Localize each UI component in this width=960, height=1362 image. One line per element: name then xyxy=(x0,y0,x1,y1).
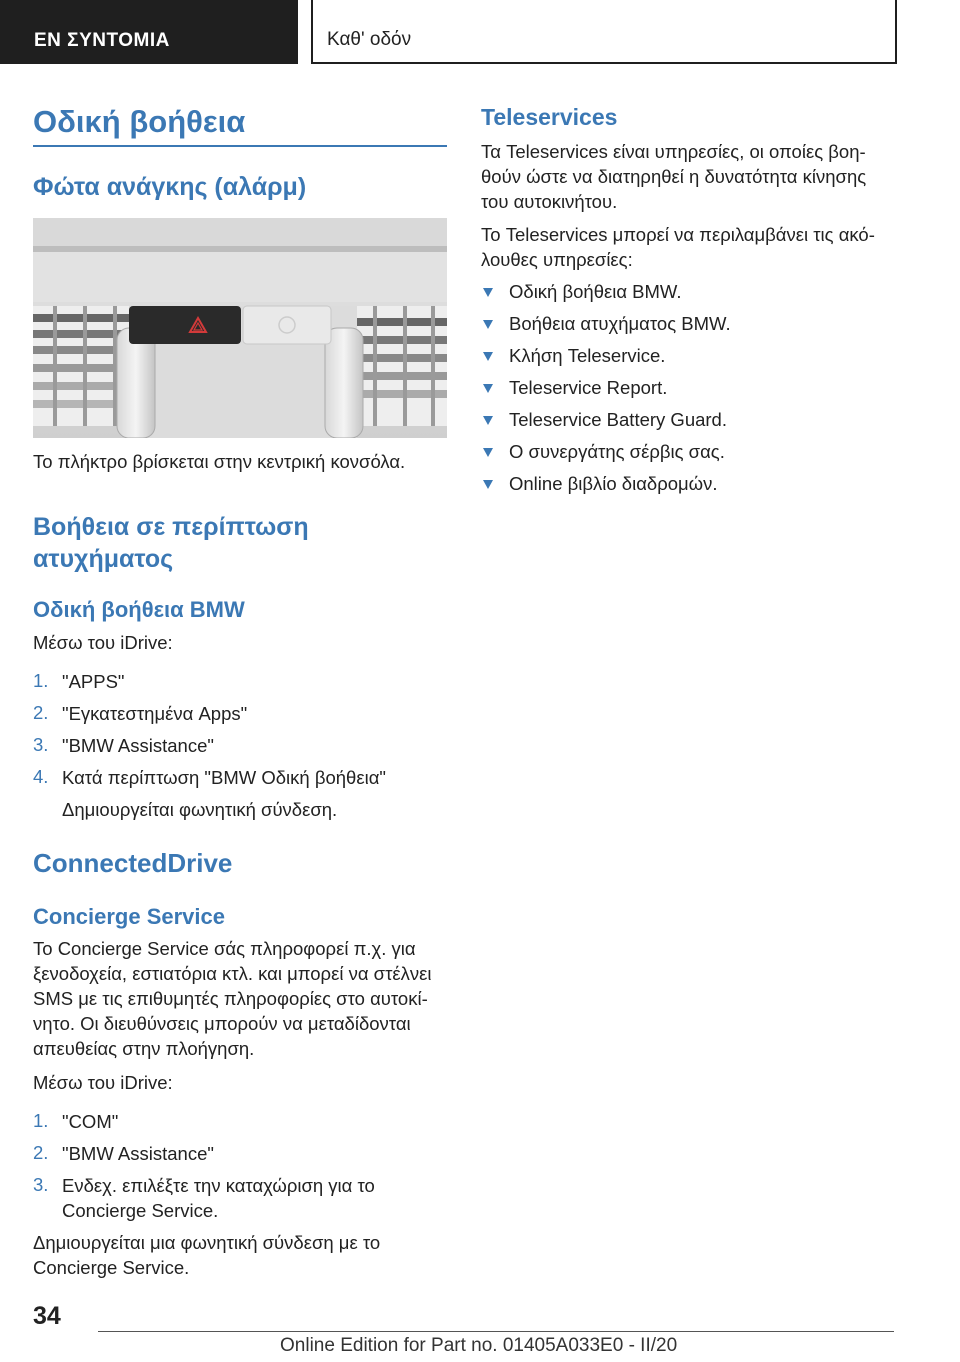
step-text: Κατά περίπτωση "BMW Οδική βοήθεια" xyxy=(62,767,386,788)
service-bullet: Κλήση Teleservice. xyxy=(509,345,666,366)
bullet-triangle-icon xyxy=(483,448,493,457)
step-number: 2. xyxy=(33,1142,49,1163)
bullet-triangle-icon xyxy=(483,416,493,425)
concierge-desc-line: SMS με τις επιθυμητές πληροφορίες στο αυτοκί- xyxy=(33,988,428,1009)
accident-heading-line1: Βοήθεια σε περίπτωση xyxy=(33,513,309,541)
concierge-desc-line: ξενοδοχεία, εστιατόρια κτλ. και μπορεί να στέλνει xyxy=(33,963,432,984)
concierge-result-line: Δημιουργείται μια φωνητική σύνδεση με το xyxy=(33,1232,381,1253)
section-label: ΕΝ ΣΥΝΤΟΜΙΑ xyxy=(34,30,170,51)
service-bullet: Teleservice Report. xyxy=(509,377,668,398)
service-bullet: Online βιβλίο διαδρομών. xyxy=(509,473,718,494)
concierge-desc-line: νητο. Οι διευθύνσεις μπορούν να μεταδίδονται xyxy=(33,1013,411,1034)
concierge-desc-line: απευθείας στην πλοήγηση. xyxy=(33,1038,255,1059)
step-text: "BMW Assistance" xyxy=(62,1143,214,1164)
teleservices-intro-line: του αυτοκινήτου. xyxy=(481,191,618,212)
teleservices-includes-line: Το Teleservices μπορεί να περιλαμβάνει τις ακό- xyxy=(481,224,875,245)
concierge-subheading: Concierge Service xyxy=(33,904,225,929)
step-text: Ενδεχ. επιλέξτε την καταχώριση για το xyxy=(62,1175,375,1196)
concierge-result-line: Concierge Service. xyxy=(33,1257,190,1278)
concierge-via: Μέσω του iDrive: xyxy=(33,1072,173,1093)
right-vent xyxy=(353,306,447,426)
page-number: 34 xyxy=(33,1302,61,1330)
connected-heading: ConnectedDrive xyxy=(33,848,233,878)
accident-via: Μέσω του iDrive: xyxy=(33,632,173,653)
step-text: "COM" xyxy=(62,1111,119,1132)
bullet-triangle-icon xyxy=(483,320,493,329)
chapter-tab xyxy=(311,0,897,64)
step-number: 3. xyxy=(33,734,49,755)
console-photo xyxy=(33,218,447,438)
roadside-subheading: Οδική βοήθεια BMW xyxy=(33,597,245,622)
step-number: 1. xyxy=(33,670,49,691)
accident-heading-line2: ατυχήματος xyxy=(33,545,174,573)
step-number: 1. xyxy=(33,1110,49,1131)
teleservices-includes-line: λουθες υπηρεσίες: xyxy=(481,249,633,270)
hazard-heading: Φώτα ανάγκης (αλάρμ) xyxy=(33,173,307,201)
bullet-triangle-icon xyxy=(483,384,493,393)
service-bullet: Οδική βοήθεια BMW. xyxy=(509,281,682,302)
title-rule xyxy=(33,145,447,147)
bullet-triangle-icon xyxy=(483,480,493,489)
service-bullet: Βοήθεια ατυχήματος BMW. xyxy=(509,313,731,334)
accident-result: Δημιουργείται φωνητική σύνδεση. xyxy=(62,799,338,820)
bullet-triangle-icon xyxy=(483,288,493,297)
step-text: "APPS" xyxy=(62,671,125,692)
hazard-caption: Το πλήκτρο βρίσκεται στην κεντρική κονσόλα. xyxy=(33,451,406,472)
service-bullet: Teleservice Battery Guard. xyxy=(509,409,727,430)
service-bullet: Ο συνεργάτης σέρβις σας. xyxy=(509,441,725,462)
step-text: "BMW Assistance" xyxy=(62,735,214,756)
page-title: Οδική βοήθεια xyxy=(33,104,246,139)
step-text-cont: Concierge Service. xyxy=(62,1200,219,1221)
section-tab xyxy=(0,0,298,64)
step-text: "Εγκατεστημένα Apps" xyxy=(62,703,248,724)
teleservices-heading: Teleservices xyxy=(481,104,618,130)
teleservices-intro-line: Τα Teleservices είναι υπηρεσίες, οι οποίες βοη- xyxy=(481,141,866,162)
bullet-triangle-icon xyxy=(483,352,493,361)
footer-rule xyxy=(98,1331,894,1332)
step-number: 3. xyxy=(33,1174,49,1195)
teleservices-intro-line: θούν ώστε να διατηρηθεί η δυνατότητα κίνησης xyxy=(481,166,867,187)
chapter-label: Καθ' οδόν xyxy=(327,29,412,50)
step-number: 4. xyxy=(33,766,49,787)
step-number: 2. xyxy=(33,702,49,723)
concierge-desc-line: Το Concierge Service σάς πληροφορεί π.χ. για xyxy=(33,938,416,959)
edition-note: Online Edition for Part no. 01405A033E0 - II/20 xyxy=(280,1335,678,1356)
